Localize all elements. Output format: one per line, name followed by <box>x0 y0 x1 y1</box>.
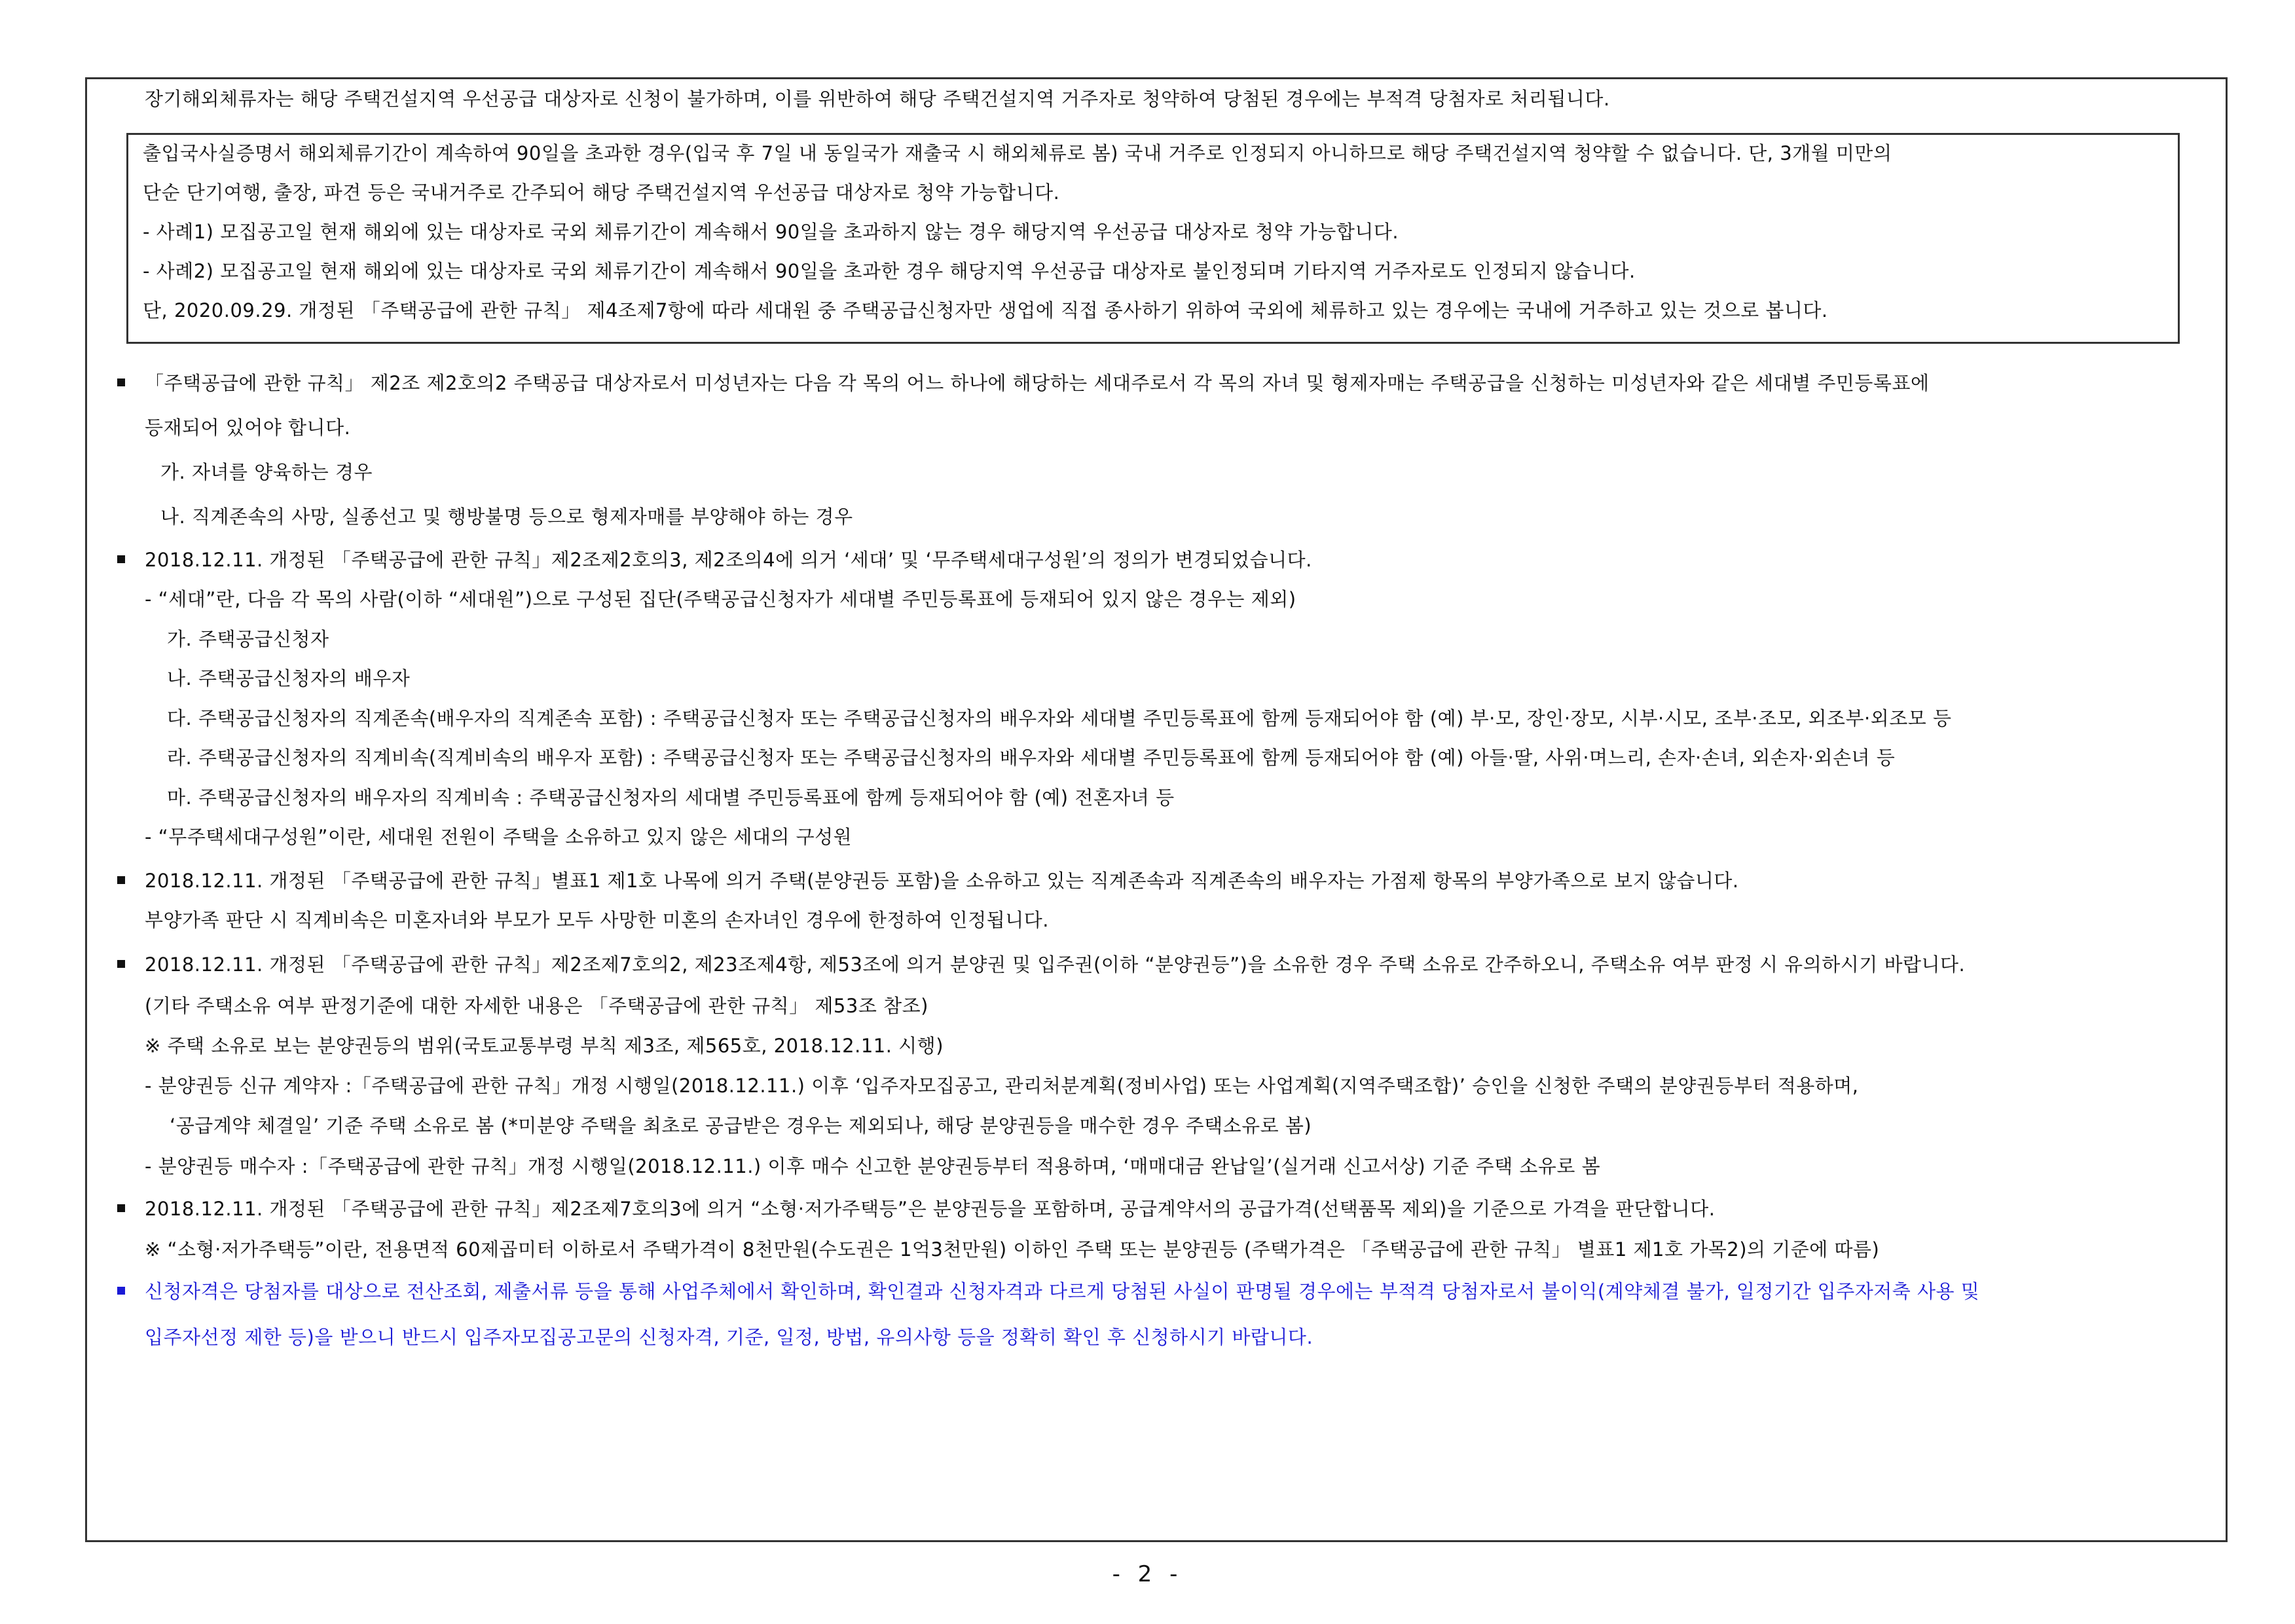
s2-line-2: - “세대”란, 다음 각 목의 사람(이하 “세대원”)으로 구성된 집단(주택공급신청자가 세대별 주민등록표에 등재되어 있지 않은 경우는 제외) <box>145 588 1296 610</box>
overseas-stay-notice-box <box>126 133 2180 344</box>
s4-line-1: 2018.12.11. 개정된 「주택공급에 관한 규칙」제2조제7호의2, 제23조제4항, 제53조에 의거 분양권 및 입주권(이하 “분양권등”)을 소유한 경우 주택 소유로 간주하오니, 주택소유 여부 판정 시 유의하시기 바랍니다. <box>145 953 1966 976</box>
bullet-icon <box>117 1204 125 1212</box>
s4-line-3: ※ 주택 소유로 보는 분양권등의 범위(국토교통부령 부칙 제3조, 제565호, 2018.12.11. 시행) <box>145 1035 944 1057</box>
s3-line-2: 부양가족 판단 시 직계비속은 미혼자녀와 부모가 모두 사망한 미혼의 손자녀인 경우에 한정하여 인정됩니다. <box>145 909 1049 931</box>
s1-item-ga: 가. 자녀를 양육하는 경우 <box>160 461 373 483</box>
box-line-4: - 사례2) 모집공고일 현재 해외에 있는 대상자로 국외 체류기간이 계속해서 90일을 초과한 경우 해당지역 우선공급 대상자로 불인정되며 기타지역 거주자로도 인정되지 않습니다. <box>143 260 1636 282</box>
s1-line-1: 「주택공급에 관한 규칙」 제2조 제2호의2 주택공급 대상자로서 미성년자는 다음 각 목의 어느 하나에 해당하는 세대주로서 각 목의 자녀 및 형제자매는 주택공급을 신청하는 미성년자와 같은 세대별 주민등록표에 <box>145 372 1930 394</box>
s2-item-na: 나. 주택공급신청자의 배우자 <box>167 667 411 690</box>
s2-item-ga: 가. 주택공급신청자 <box>167 628 329 650</box>
s2-item-da: 다. 주택공급신청자의 직계존속(배우자의 직계존속 포함) : 주택공급신청자 또는 주택공급신청자의 배우자와 세대별 주민등록표에 함께 등재되어야 함 (예) 부·모, 장인·장모, 시부·시모, 조부·조모, 외조부·외조모 등 <box>167 707 1952 729</box>
bullet-icon <box>117 378 125 386</box>
box-line-3: - 사례1) 모집공고일 현재 해외에 있는 대상자로 국외 체류기간이 계속해서 90일을 초과하지 않는 경우 해당지역 우선공급 대상자로 청약 가능합니다. <box>143 221 1399 243</box>
s3-line-1: 2018.12.11. 개정된 「주택공급에 관한 규칙」별표1 제1호 나목에 의거 주택(분양권등 포함)을 소유하고 있는 직계존속과 직계존속의 배우자는 가점제 항목의 부양가족으로 보지 않습니다. <box>145 870 1739 892</box>
s4-line-2: (기타 주택소유 여부 판정기준에 대한 자세한 내용은 「주택공급에 관한 규칙」 제53조 참조) <box>145 995 928 1017</box>
s4-line-5: ‘공급계약 체결일’ 기준 주택 소유로 봄 (*미분양 주택을 최초로 공급받은 경우는 제외되나, 해당 분양권등을 매수한 경우 주택소유로 봄) <box>170 1115 1312 1137</box>
box-line-1: 출입국사실증명서 해외체류기간이 계속하여 90일을 초과한 경우(입국 후 7일 내 동일국가 재출국 시 해외체류로 봄) 국내 거주로 인정되지 아니하므로 해당 주택건설지역 청약할 수 없습니다. 단, 3개월 미만의 <box>143 142 1892 164</box>
s5-line-2: ※ “소형·저가주택등”이란, 전용면적 60제곱미터 이하로서 주택가격이 8천만원(수도권은 1억3천만원) 이하인 주택 또는 분양권등 (주택가격은 「주택공급에 관한 규칙」 별표1 제1호 가목2)의 기준에 따름) <box>145 1238 1880 1261</box>
bullet-icon <box>117 555 125 563</box>
s1-item-na: 나. 직계존속의 사망, 실종선고 및 행방불명 등으로 형제자매를 부양해야 하는 경우 <box>160 506 853 528</box>
s2-item-ma: 마. 주택공급신청자의 배우자의 직계비속 : 주택공급신청자의 세대별 주민등록표에 함께 등재되어야 함 (예) 전혼자녀 등 <box>167 786 1175 809</box>
box-line-2: 단순 단기여행, 출장, 파견 등은 국내거주로 간주되어 해당 주택건설지역 우선공급 대상자로 청약 가능합니다. <box>143 181 1060 204</box>
box-line-5: 단, 2020.09.29. 개정된 「주택공급에 관한 규칙」 제4조제7항에 따라 세대원 중 주택공급신청자만 생업에 직접 종사하기 위하여 국외에 체류하고 있는 경우에는 국내에 거주하고 있는 것으로 봅니다. <box>143 299 1828 322</box>
intro-text: 장기해외체류자는 해당 주택건설지역 우선공급 대상자로 신청이 불가하며, 이를 위반하여 해당 주택건설지역 거주자로 청약하여 당첨된 경우에는 부적격 당첨자로 처리됩니다. <box>145 88 1610 110</box>
s5-line-1: 2018.12.11. 개정된 「주택공급에 관한 규칙」제2조제7호의3에 의거 “소형·저가주택등”은 분양권등을 포함하며, 공급계약서의 공급가격(선택품목 제외)을 기준으로 가격을 판단합니다. <box>145 1198 1716 1220</box>
s6-line-2: 입주자선정 제한 등)을 받으니 반드시 입주자모집공고문의 신청자격, 기준, 일정, 방법, 유의사항 등을 정확히 확인 후 신청하시기 바랍니다. <box>145 1326 1313 1348</box>
s4-line-4: - 분양권등 신규 계약자 :「주택공급에 관한 규칙」개정 시행일(2018.12.11.) 이후 ‘입주자모집공고, 관리처분계획(정비사업) 또는 사업계획(지역주택조합)’ 승인을 신청한 주택의 분양권등부터 적용하며, <box>145 1075 1859 1097</box>
bullet-icon <box>117 960 125 968</box>
bullet-icon <box>117 1287 125 1295</box>
s1-line-2: 등재되어 있어야 합니다. <box>145 416 351 439</box>
page-number: - 2 - <box>1112 1561 1183 1587</box>
s2-line-1: 2018.12.11. 개정된 「주택공급에 관한 규칙」제2조제2호의3, 제2조의4에 의거 ‘세대’ 및 ‘무주택세대구성원’의 정의가 변경되었습니다. <box>145 549 1312 571</box>
s6-line-1: 신청자격은 당첨자를 대상으로 전산조회, 제출서류 등을 통해 사업주체에서 확인하며, 확인결과 신청자격과 다르게 당첨된 사실이 판명될 경우에는 부적격 당첨자로서 불이익(계약체결 불가, 일정기간 입주자저축 사용 및 <box>145 1280 1980 1302</box>
s2-item-ra: 라. 주택공급신청자의 직계비속(직계비속의 배우자 포함) : 주택공급신청자 또는 주택공급신청자의 배우자와 세대별 주민등록표에 함께 등재되어야 함 (예) 아들·딸, 사위·며느리, 손자·손녀, 외손자·외손녀 등 <box>167 747 1896 769</box>
bullet-icon <box>117 876 125 884</box>
s4-line-6: - 분양권등 매수자 :「주택공급에 관한 규칙」개정 시행일(2018.12.11.) 이후 매수 신고한 분양권등부터 적용하며, ‘매매대금 완납일’(실거래 신고서상) 기준 주택 소유로 봄 <box>145 1155 1601 1177</box>
content-frame <box>85 77 2228 1542</box>
s2-line-last: - “무주택세대구성원”이란, 세대원 전원이 주택을 소유하고 있지 않은 세대의 구성원 <box>145 826 853 848</box>
